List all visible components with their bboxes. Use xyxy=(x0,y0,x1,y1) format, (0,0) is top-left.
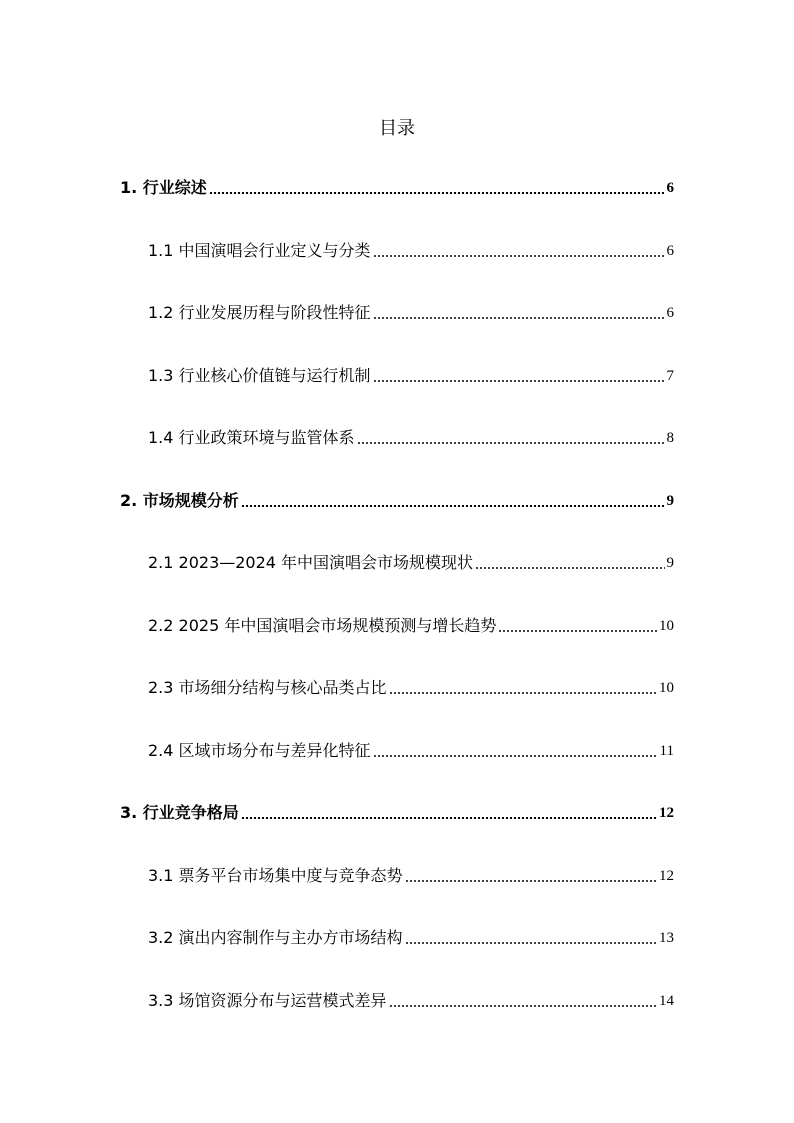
toc-section-link[interactable] xyxy=(148,736,674,762)
toc-chapter-link[interactable] xyxy=(120,173,674,199)
toc-entry-label: 1.3 行业核心价值链与运行机制 xyxy=(148,366,371,385)
toc-dot-leader xyxy=(373,317,665,319)
toc-dot-leader xyxy=(475,567,664,569)
toc-page-number: 11 xyxy=(659,743,674,759)
toc-dot-leader xyxy=(357,442,665,444)
toc-entry-label: 3.1 票务平台市场集中度与竞争态势 xyxy=(148,866,403,885)
toc-dot-leader xyxy=(389,692,657,694)
toc-dot-leader xyxy=(405,880,657,882)
toc-entry-label: 2.4 区域市场分布与差异化特征 xyxy=(148,741,371,760)
toc-entry-label: 3.2 演出内容制作与主办方市场结构 xyxy=(148,928,403,947)
toc-dot-leader xyxy=(209,192,665,194)
toc-dot-leader xyxy=(241,817,657,819)
toc-entry-label: 2.1 2023—2024 年中国演唱会市场规模现状 xyxy=(148,553,474,572)
toc-page-number: 6 xyxy=(666,305,674,321)
toc-section-link[interactable] xyxy=(148,986,674,1012)
toc-dot-leader xyxy=(373,755,658,757)
toc-dot-leader xyxy=(405,942,657,944)
toc-chapter-link[interactable] xyxy=(120,486,674,512)
toc-entry-label: 3.3 场馆资源分布与运营模式差异 xyxy=(148,991,387,1010)
toc-section-link[interactable] xyxy=(148,923,674,949)
toc-section-link[interactable] xyxy=(148,861,674,887)
toc-dot-leader xyxy=(498,630,657,632)
toc-page-number: 13 xyxy=(659,930,674,946)
toc-dot-leader xyxy=(373,255,665,257)
toc-section-link[interactable] xyxy=(148,423,674,449)
toc-entry-label: 3. 行业竞争格局 xyxy=(120,803,239,822)
toc-page-number: 6 xyxy=(666,243,674,259)
toc-entry-label: 1. 行业综述 xyxy=(120,178,207,197)
toc-entry-label: 2.2 2025 年中国演唱会市场规模预测与增长趋势 xyxy=(148,616,497,635)
toc-page-number: 7 xyxy=(666,368,674,384)
toc-section-link[interactable] xyxy=(148,673,674,699)
toc-entry-label: 1.4 行业政策环境与监管体系 xyxy=(148,428,355,447)
toc-entry-label: 1.1 中国演唱会行业定义与分类 xyxy=(148,241,371,260)
toc-dot-leader xyxy=(389,1005,657,1007)
toc-page-number: 8 xyxy=(666,430,674,446)
toc-chapter-link[interactable] xyxy=(120,798,674,824)
toc-entry-label: 2.3 市场细分结构与核心品类占比 xyxy=(148,678,387,697)
toc-page-number: 10 xyxy=(659,618,674,634)
toc-dot-leader xyxy=(241,505,665,507)
toc-entry-label: 2. 市场规模分析 xyxy=(120,491,239,510)
toc-section-link[interactable] xyxy=(148,236,674,262)
toc-page-number: 9 xyxy=(666,493,674,509)
toc-entry-label: 1.2 行业发展历程与阶段性特征 xyxy=(148,303,371,322)
toc-section-link[interactable] xyxy=(148,548,674,574)
toc-dot-leader xyxy=(373,380,665,382)
toc-page-number: 9 xyxy=(666,555,674,571)
toc-page-number: 12 xyxy=(659,805,674,821)
toc-page-number: 6 xyxy=(666,180,674,196)
toc-section-link[interactable] xyxy=(148,298,674,324)
toc-section-link[interactable] xyxy=(148,611,674,637)
toc-page-number: 14 xyxy=(659,993,674,1009)
toc-section-link[interactable] xyxy=(148,361,674,387)
toc-page-number: 10 xyxy=(659,680,674,696)
toc-title: 目录 xyxy=(379,118,415,139)
toc-page-number: 12 xyxy=(659,868,674,884)
